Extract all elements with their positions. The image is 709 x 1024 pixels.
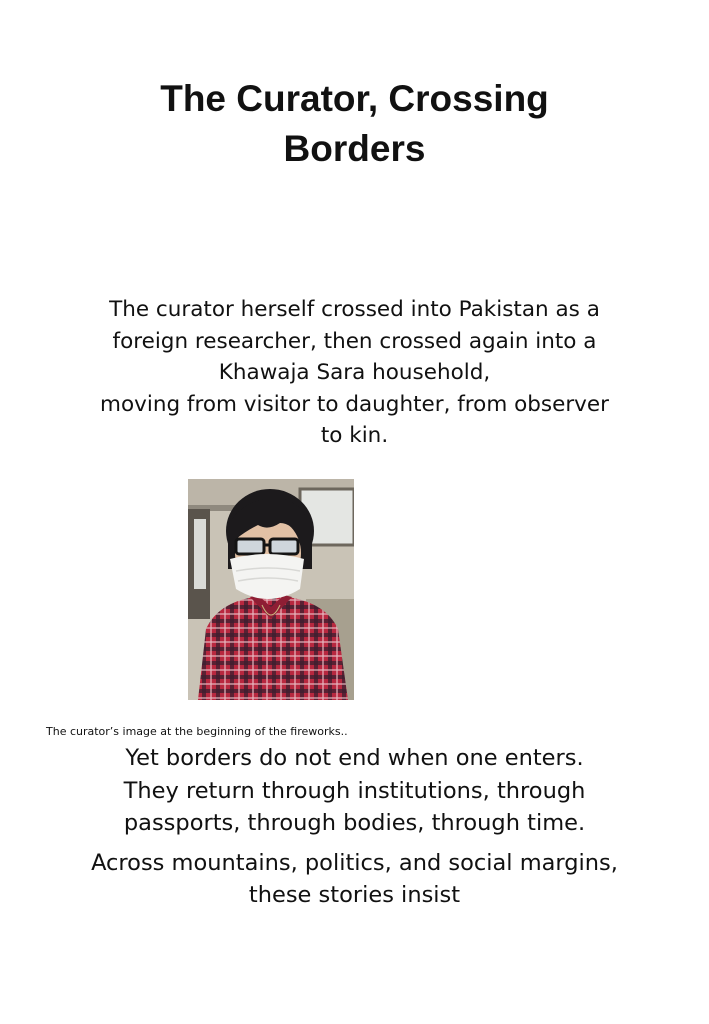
intro-line: moving from visitor to daughter, from observer [100, 391, 609, 417]
intro-paragraph [30, 294, 679, 452]
closing-line: these stories insist [248, 881, 461, 908]
borders-line: Yet borders do not end when one enters. [125, 745, 584, 771]
title-line: The Curator, Crossing [160, 78, 549, 119]
page-title [0, 74, 709, 174]
intro-line: The curator herself crossed into Pakistan as a [109, 297, 600, 322]
intro-line: Khawaja Sara household, [218, 360, 491, 385]
title-line: Borders [283, 128, 426, 169]
intro-line: to kin. [320, 423, 389, 448]
borders-line: passports, through bodies, through time. [123, 810, 586, 836]
closing-line: Across mountains, politics, and social margins, [91, 850, 618, 876]
curator-photo [188, 479, 354, 700]
borders-line: They return through institutions, through [123, 777, 586, 804]
photo-caption: The curator’s image at the beginning of the fireworks.. [46, 725, 348, 738]
borders-paragraph [30, 742, 679, 840]
closing-paragraph [30, 848, 679, 911]
intro-line: foreign researcher, then crossed again into a [112, 328, 597, 354]
